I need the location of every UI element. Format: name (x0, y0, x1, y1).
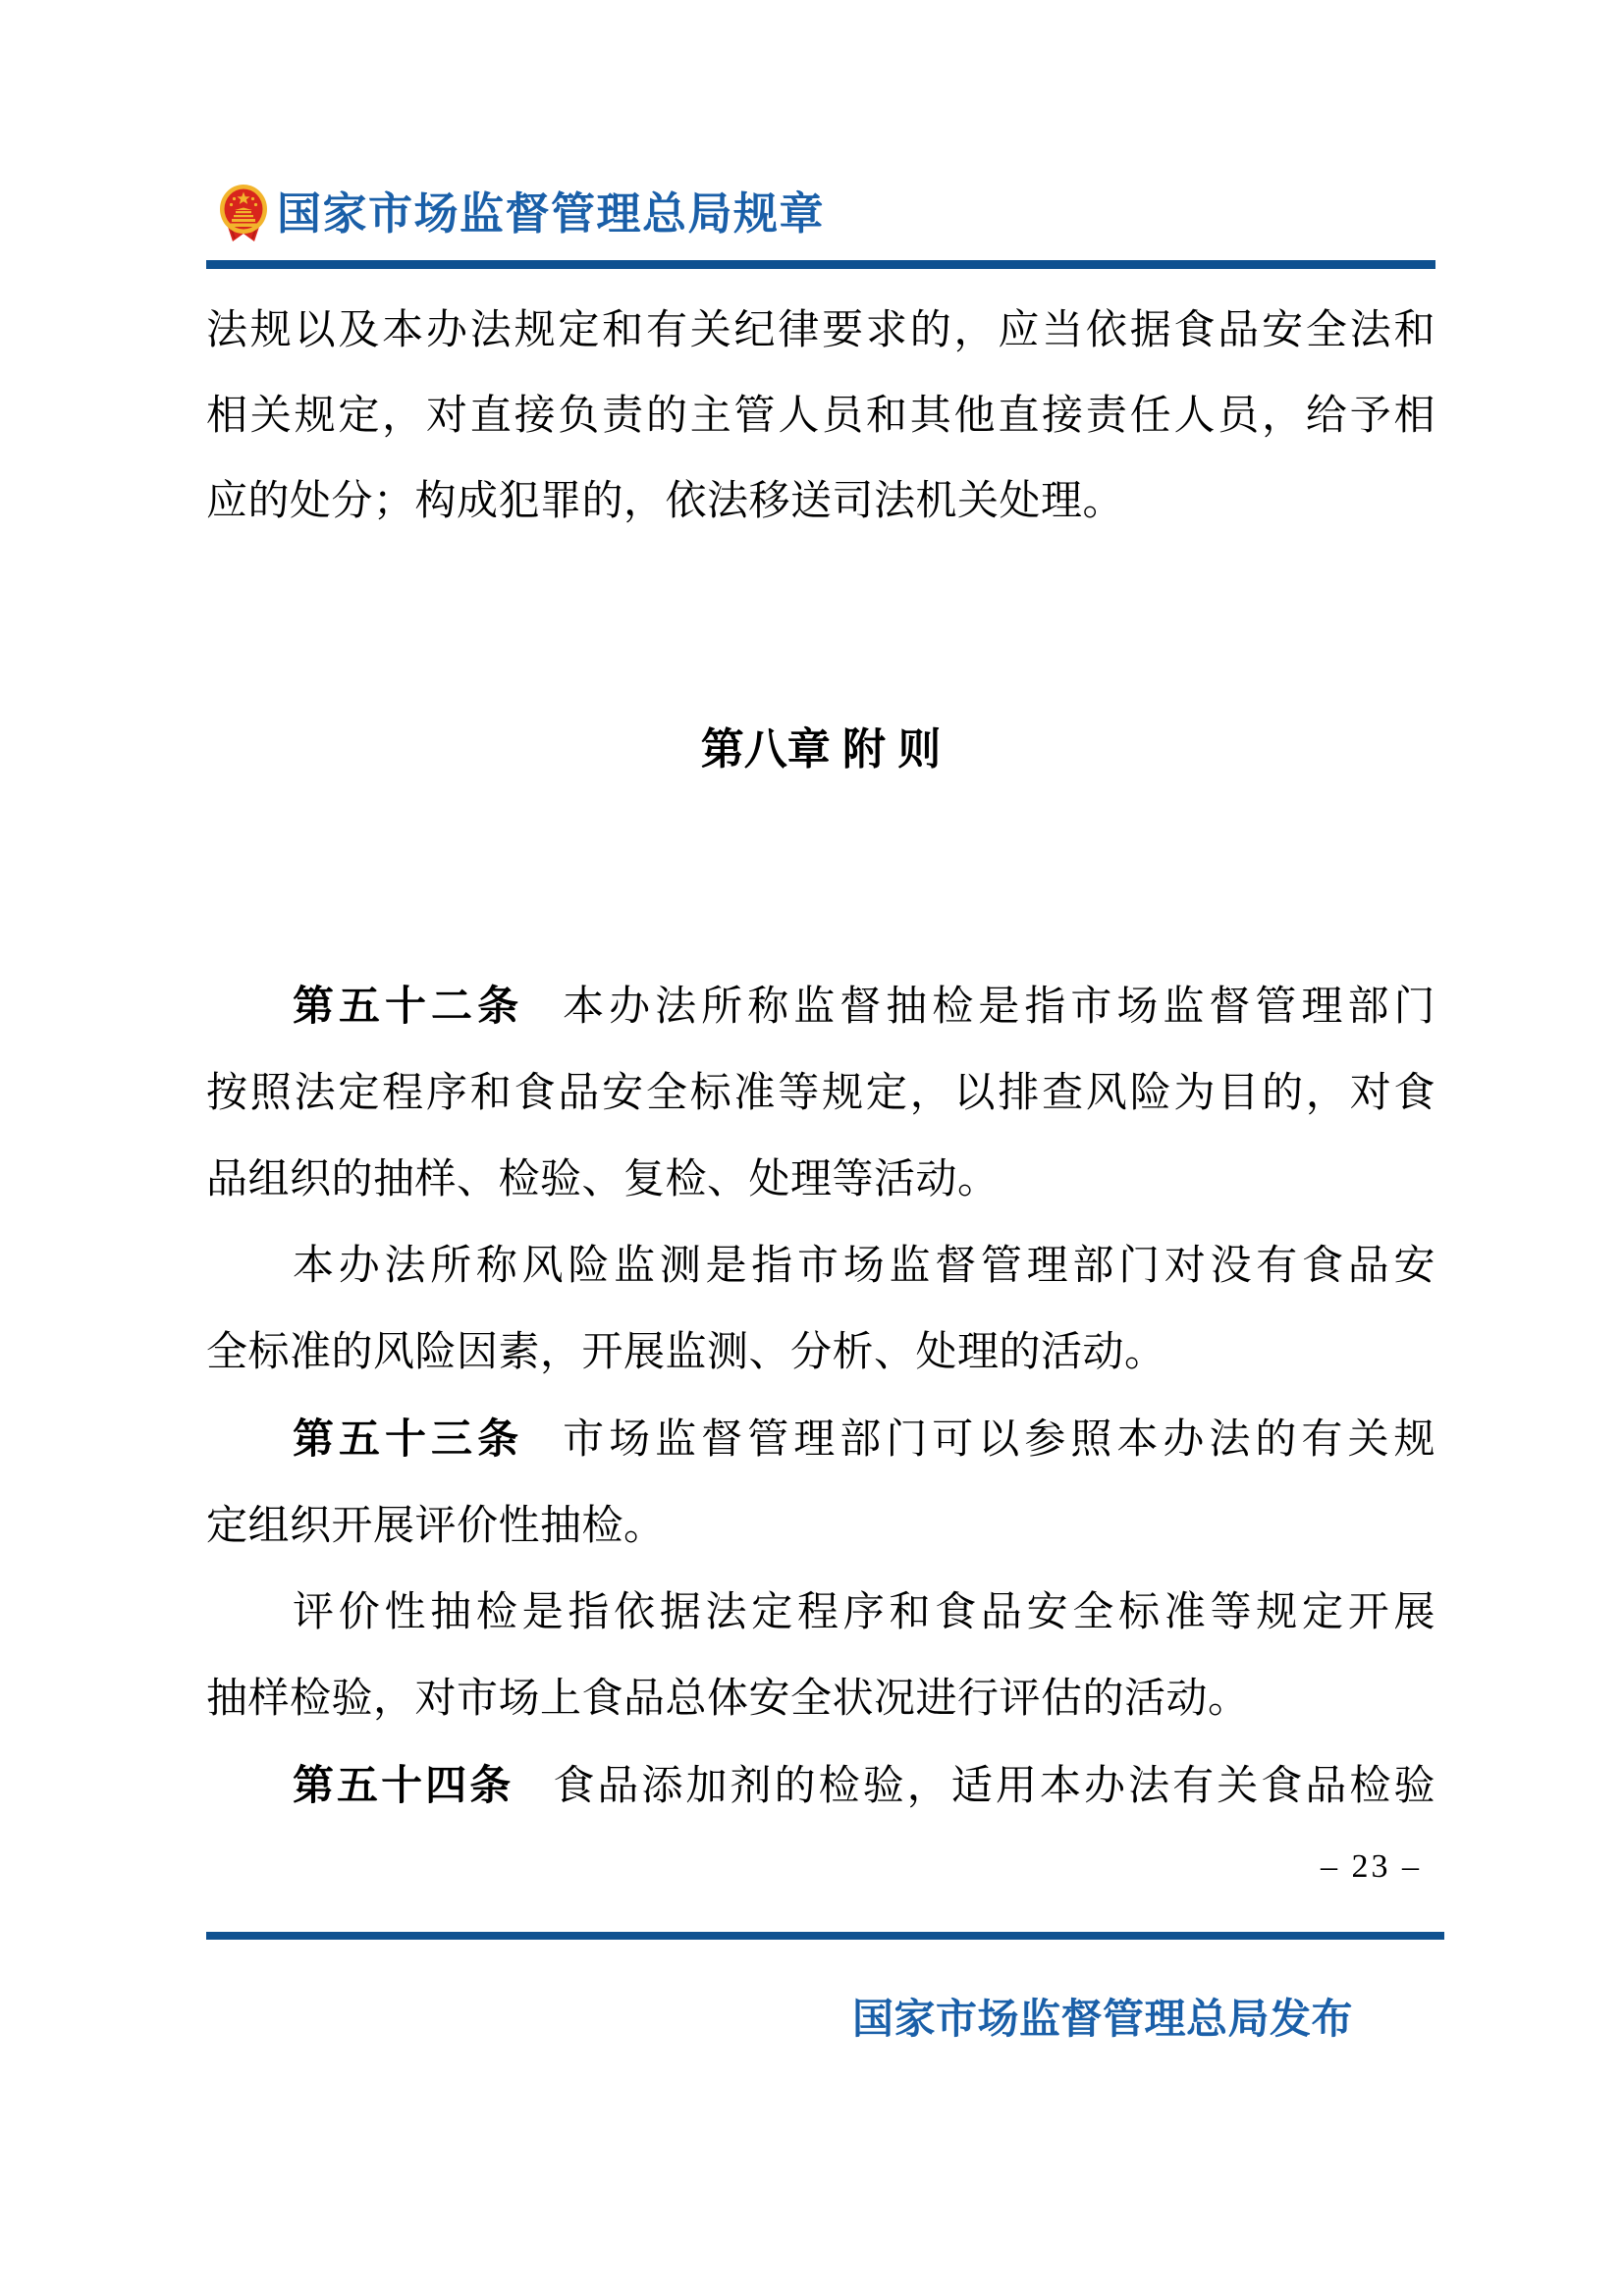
page-number: – 23 – (1321, 1848, 1422, 1885)
document-header (218, 183, 825, 245)
line-text: 本办法所称风险监测是指市场监督管理部门对没有食品安 (293, 1244, 1435, 1289)
text-line (206, 963, 1435, 1050)
line-text: 本办法所称监督抽检是指市场监督管理部门 (563, 985, 1435, 1030)
text-line (206, 459, 1435, 545)
text-line (206, 1483, 1435, 1570)
line-text: 全标准的风险因素，开展监测、分析、处理的活动。 (206, 1330, 1166, 1375)
text-line (206, 1742, 1435, 1830)
text-line (206, 1570, 1435, 1656)
line-text: 品组织的抽样、检验、复检、处理等活动。 (206, 1157, 1000, 1202)
text-line (206, 1050, 1435, 1137)
header-title: 国家市场监督管理总局规章 (277, 188, 826, 239)
article-number: 第五十三条 (293, 1415, 524, 1462)
line-text: 应的处分；构成犯罪的，依法移送司法机关处理。 (206, 479, 1125, 524)
text-line (206, 1309, 1435, 1396)
publisher-line: 国家市场监督管理总局发布 (851, 1998, 1353, 2043)
line-text: 食品添加剂的检验，适用本办法有关食品检验 (553, 1764, 1435, 1809)
text-line (206, 289, 1435, 374)
text-line (206, 1396, 1435, 1483)
line-text: 评价性抽检是指依据法定程序和食品安全标准等规定开展 (293, 1590, 1435, 1635)
text-line (206, 1656, 1435, 1742)
article-number: 第五十二条 (293, 983, 524, 1029)
line-text: 按照法定程序和食品安全标准等规定，以排查风险为目的，对食 (206, 1071, 1435, 1116)
line-text: 市场监督管理部门可以参照本办法的有关规 (563, 1417, 1435, 1463)
articles-section (206, 963, 1435, 1830)
footer-rule (206, 1932, 1444, 1940)
line-text: 法规以及本办法规定和有关纪律要求的，应当依据食品安全法和 (206, 308, 1435, 353)
line-text: 抽样检验，对市场上食品总体安全状况进行评估的活动。 (206, 1677, 1250, 1722)
national-emblem-icon (218, 183, 269, 245)
article-number: 第五十四条 (293, 1762, 514, 1808)
text-line (206, 374, 1435, 459)
text-line (206, 1137, 1435, 1223)
line-text: 定组织开展评价性抽检。 (206, 1504, 666, 1549)
header-rule (206, 260, 1435, 269)
line-text: 相关规定，对直接负责的主管人员和其他直接责任人员，给予相 (206, 394, 1435, 439)
intro-paragraph (206, 289, 1435, 545)
text-line (206, 1223, 1435, 1309)
chapter-heading: 第八章 附 则 (700, 725, 942, 774)
